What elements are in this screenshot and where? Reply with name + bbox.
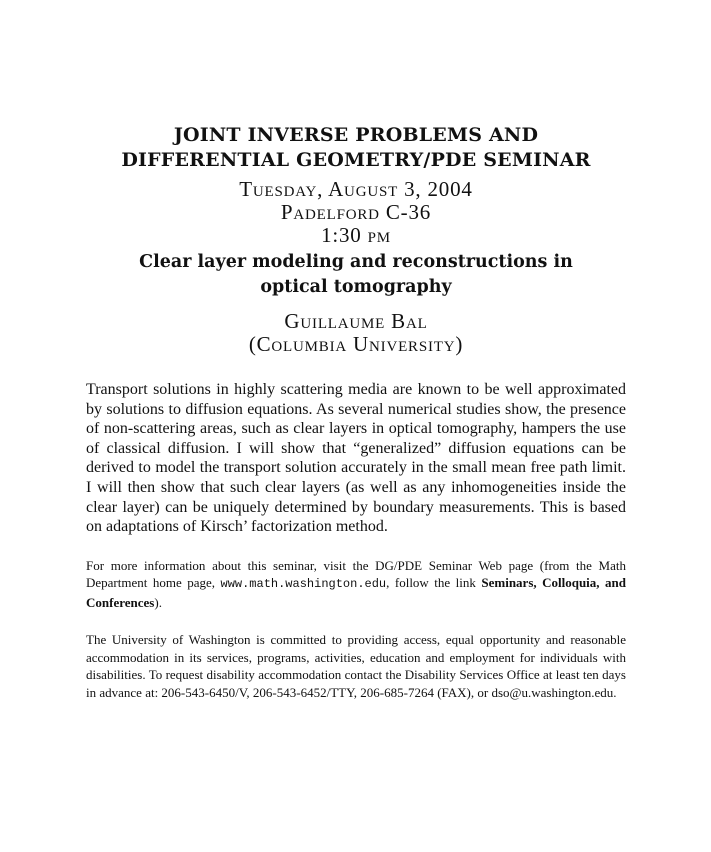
- speaker-name: Guillaume Bal: [284, 309, 428, 333]
- talk-title: [86, 250, 626, 300]
- math-department-url[interactable]: www.math.washington.edu: [220, 577, 387, 592]
- seminars-link-label[interactable]: Seminars, Colloquia, and Conferences: [86, 575, 626, 610]
- speaker-block: [86, 310, 626, 356]
- seminar-header: [86, 123, 626, 173]
- seminar-announcement: [86, 123, 626, 701]
- event-location: Padelford C-36: [280, 200, 432, 224]
- abstract-paragraph: Transport solutions in highly scattering media are known to be well approximated by solutions to diffusion equations. As several numerical studies show, the presence of non-scattering areas, such as clear layers in optical tomography, hampers the use of classical diffusion. I will show that “generalized” diffusion equations can be derived to model the transport solution accurately in the small mean free path limit. I will then show that such clear layers (as well as any inhomogeneities inside the clear layer) can be uniquely determined by boundary measurements. This is based on adaptations of Kirsch’ factorization method.: [86, 381, 626, 536]
- info-paragraph: [86, 557, 626, 612]
- event-time: 1:30 pm: [321, 223, 391, 247]
- talk-title-line-2: optical tomography: [260, 277, 452, 297]
- seminar-title-line-2: DIFFERENTIAL GEOMETRY/PDE SEMINAR: [121, 149, 591, 171]
- event-date: Tuesday, August 3, 2004: [239, 177, 473, 201]
- info-text-middle: , follow the link: [386, 575, 482, 591]
- speaker-affiliation: (Columbia University): [248, 332, 464, 356]
- info-text-before: For more information about this seminar, visit the DG/PDE Seminar Web page (from the Math Department home page,: [86, 557, 626, 591]
- info-text-after: ).: [154, 594, 162, 610]
- event-details: [86, 178, 626, 247]
- seminar-title-line-1: JOINT INVERSE PROBLEMS AND: [173, 124, 539, 146]
- talk-title-line-1: Clear layer modeling and reconstructions in: [139, 252, 573, 272]
- accessibility-paragraph: The University of Washington is committed to providing access, equal opportunity and reasonable accommodation in its services, programs, activities, education and employment for individuals with disabilities. To request disability accommodation contact the Disability Services Office at least ten days in advance at: 206-543-6450/V, 206-543-6452/TTY, 206-685-7264 (FAX), or dso@u.washington.edu.: [86, 632, 626, 700]
